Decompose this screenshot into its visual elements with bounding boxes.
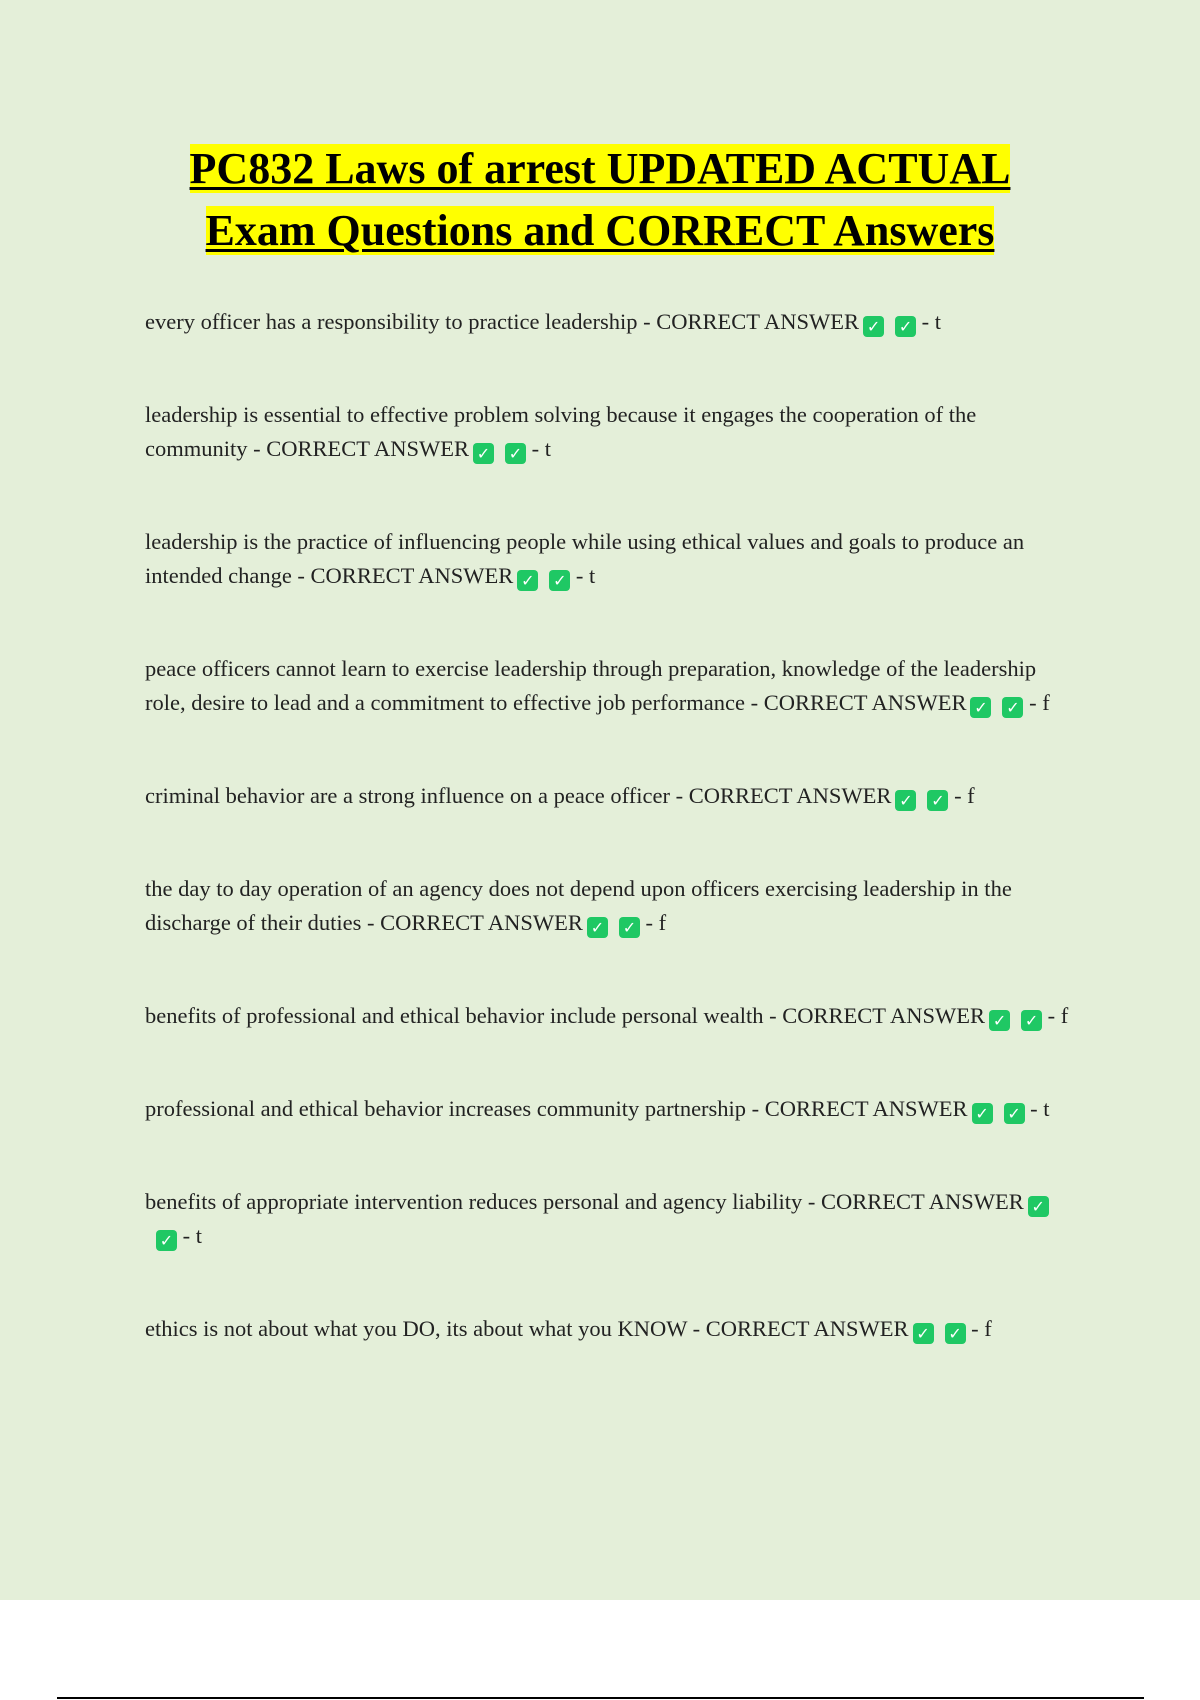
title-line-1: PC832 Laws of arrest UPDATED ACTUAL [189,144,1011,193]
check-icon: ✓ [1002,697,1023,718]
qa-item [145,1092,1080,1126]
check-icon: ✓ [895,790,916,811]
question-text: criminal behavior are a strong influence on a peace officer - CORRECT ANSWER [145,782,892,808]
answer-text: - f [645,909,667,935]
question-text: the day to day operation of an agency does not depend upon officers exercising leadership in the discharge of their duties - CORRECT ANSWER [145,875,1012,935]
qa-item [145,1185,1080,1253]
check-icon: ✓ [913,1323,934,1344]
check-icon: ✓ [156,1230,177,1251]
check-icon: ✓ [549,570,570,591]
qa-item [145,525,1080,593]
qa-list [145,282,1080,1405]
question-text: professional and ethical behavior increases community partnership - CORRECT ANSWER [145,1095,968,1121]
answer-text: - f [971,1315,992,1341]
check-icon: ✓ [505,443,526,464]
check-icon: ✓ [1028,1196,1049,1217]
answer-text: - t [921,308,942,334]
check-icon: ✓ [517,570,538,591]
answer-text: - t [531,435,551,461]
question-text: leadership is essential to effective problem solving because it engages the cooperation of the community - CORRECT ANSWER [145,401,977,461]
check-icon: ✓ [945,1323,966,1344]
answer-text: - t [182,1222,202,1248]
question-text: benefits of professional and ethical behavior include personal wealth - CORRECT ANSWER [145,1002,986,1028]
question-text: benefits of appropriate intervention reduces personal and agency liability - CORRECT ANSWER [145,1188,1024,1214]
document-title [0,138,1200,262]
answer-text: - f [954,782,975,808]
check-icon: ✓ [970,697,991,718]
question-text: every officer has a responsibility to practice leadership - CORRECT ANSWER [145,308,860,334]
check-icon: ✓ [989,1010,1010,1031]
question-text: leadership is the practice of influencing people while using ethical values and goals to produce an intended change - CORRECT ANSWER [145,528,1025,588]
qa-item [145,779,1080,813]
check-icon: ✓ [863,316,884,337]
answer-text: - f [1047,1002,1069,1028]
answer-text: - t [575,562,596,588]
qa-item [145,999,1080,1033]
title-line-2: Exam Questions and CORRECT Answers [205,206,995,255]
qa-item [145,652,1080,720]
check-icon: ✓ [473,443,494,464]
qa-item [145,305,1080,339]
check-icon: ✓ [1021,1010,1042,1031]
check-icon: ✓ [927,790,948,811]
footer-divider [57,1697,1144,1699]
check-icon: ✓ [619,917,640,938]
answer-text: - f [1029,689,1050,715]
check-icon: ✓ [1004,1103,1025,1124]
check-icon: ✓ [972,1103,993,1124]
qa-item [145,872,1080,940]
question-text: ethics is not about what you DO, its about what you KNOW - CORRECT ANSWER [145,1315,909,1341]
qa-item [145,398,1080,466]
check-icon: ✓ [587,917,608,938]
qa-item [145,1312,1080,1346]
check-icon: ✓ [895,316,916,337]
question-text: peace officers cannot learn to exercise leadership through preparation, knowledge of the leadership role, desire to lead and a commitment to effective job performance - CORRECT ANSWER [145,655,1037,715]
answer-text: - t [1030,1095,1050,1121]
